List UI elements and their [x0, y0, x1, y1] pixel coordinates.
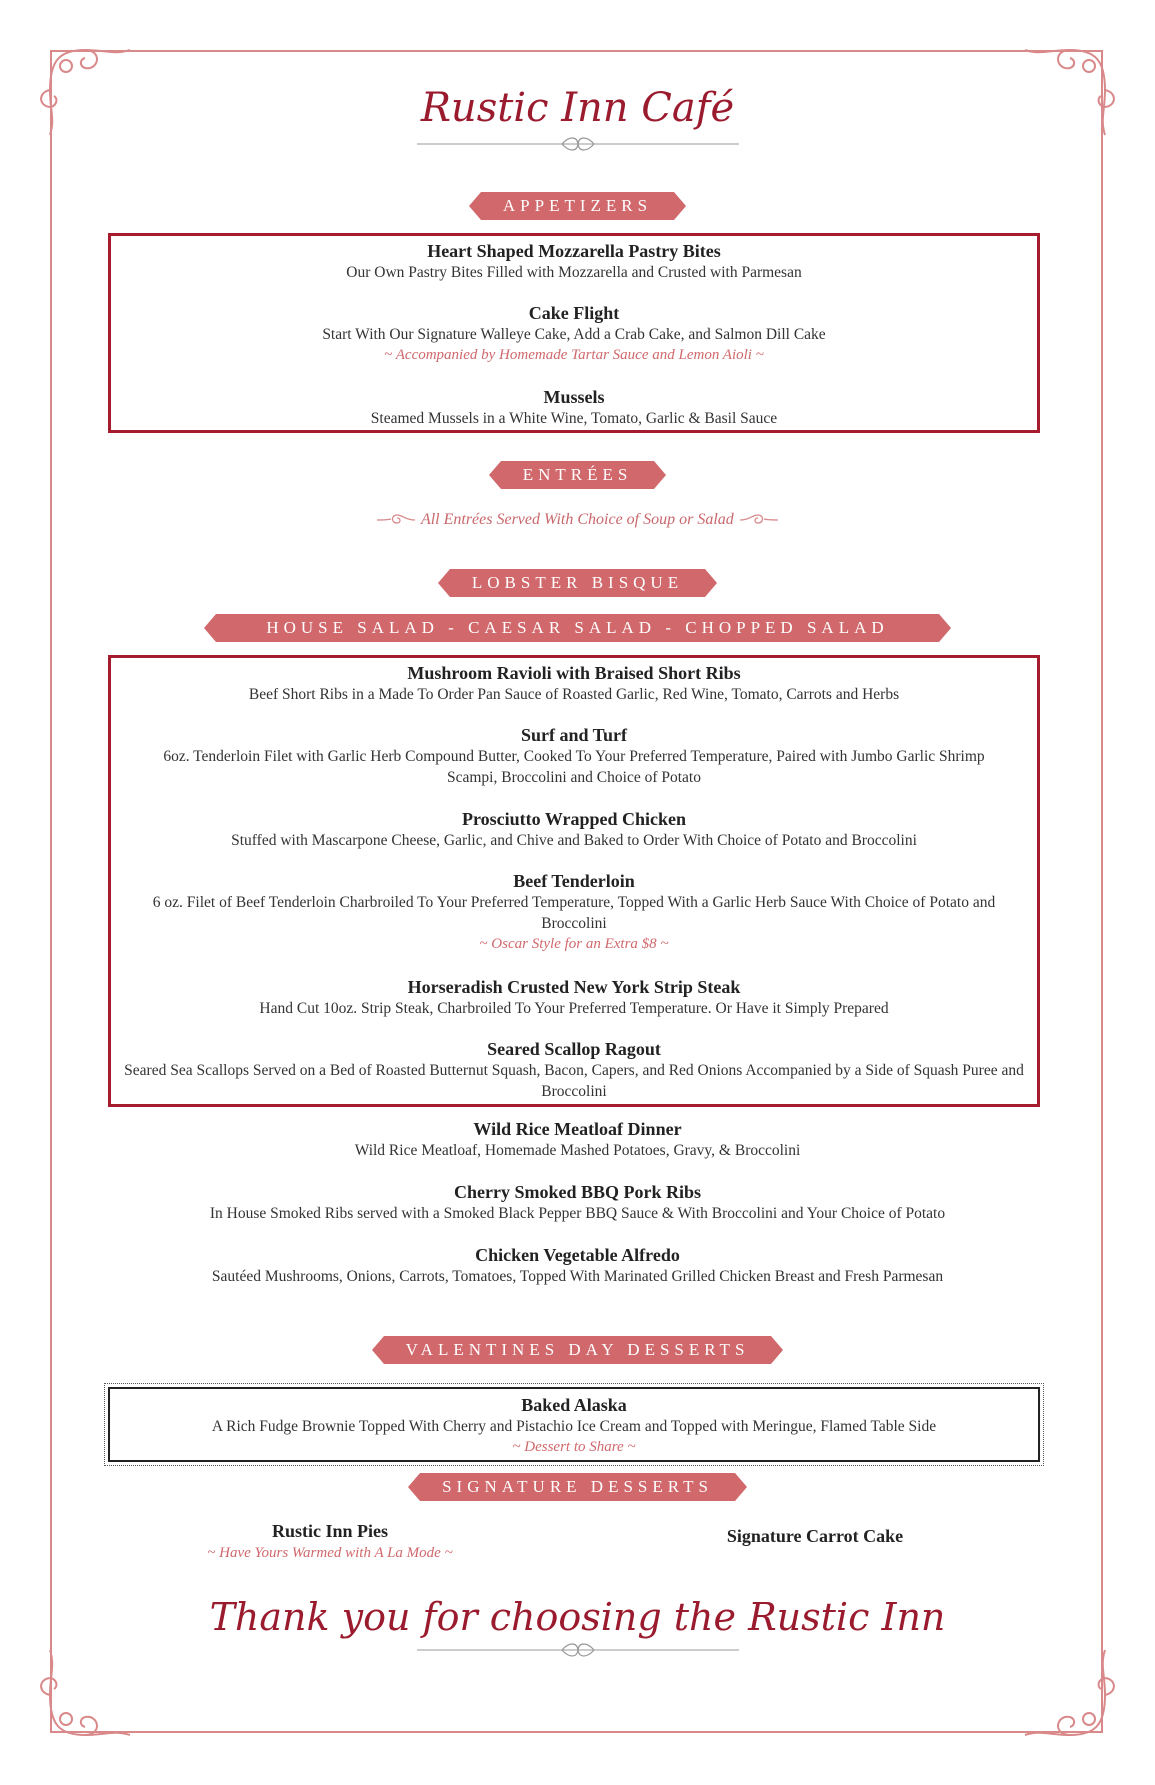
item-name: Cake Flight	[528, 303, 620, 323]
item-description: A Rich Fudge Brownie Topped With Cherry and Pistachio Ice Cream and Topped with Meringue, Flamed Table Side	[211, 1418, 937, 1435]
item-name: Baked Alaska	[521, 1395, 627, 1415]
item-description: Beef Short Ribs in a Made To Order Pan Sauce of Roasted Garlic, Red Wine, Tomato, Carrots and Herbs	[248, 686, 900, 703]
item-name: Horseradish Crusted New York Strip Steak	[407, 977, 741, 997]
soup-heading: LOBSTER BISQUE	[450, 569, 705, 597]
menu-item	[111, 240, 1037, 283]
item-note: ~ Oscar Style for an Extra $8 ~	[479, 936, 669, 952]
appetizers-banner	[0, 192, 1155, 220]
item-name: Cherry Smoked BBQ Pork Ribs	[453, 1182, 702, 1202]
item-note: ~ Accompanied by Homemade Tartar Sauce and Lemon Aioli ~	[384, 347, 764, 363]
item-name: Heart Shaped Mozzarella Pastry Bites	[427, 241, 721, 261]
menu-item	[111, 870, 1037, 955]
corner-flourish-icon	[30, 1645, 140, 1755]
valentines-banner	[0, 1336, 1155, 1364]
salads-heading: HOUSE SALAD - CAESAR SALAD - CHOPPED SALAD	[216, 614, 938, 642]
item-name: Signature Carrot Cake	[726, 1526, 904, 1546]
ornament-divider-icon	[417, 1640, 739, 1660]
item-name: Rustic Inn Pies	[271, 1521, 388, 1541]
entree-note: All Entrées Served With Choice of Soup or Salad	[420, 511, 734, 528]
menu-item	[111, 1038, 1037, 1102]
corner-flourish-icon	[1015, 1645, 1125, 1755]
item-name: Chicken Vegetable Alfredo	[475, 1245, 680, 1265]
menu-item	[665, 1525, 965, 1547]
valentines-box	[108, 1387, 1040, 1462]
menu-item	[111, 386, 1037, 429]
item-name: Wild Rice Meatloaf Dinner	[473, 1119, 682, 1139]
item-description: Start With Our Signature Walleye Cake, Add a Crab Cake, and Salmon Dill Cake	[322, 326, 826, 343]
menu-item	[111, 808, 1037, 851]
item-description: Seared Sea Scallops Served on a Bed of Roasted Butternut Squash, Bacon, Capers, and Red Onions Accompanied by a Side of Squash Puree and Broccolini	[124, 1062, 1024, 1100]
salads-banner	[0, 614, 1155, 642]
item-description: Our Own Pastry Bites Filled with Mozzarella and Crusted with Parmesan	[346, 264, 802, 281]
menu-item	[111, 662, 1037, 705]
signature-heading: SIGNATURE DESSERTS	[420, 1473, 735, 1501]
valentines-heading: VALENTINES DAY DESSERTS	[384, 1336, 772, 1364]
item-note: ~ Have Yours Warmed with A La Mode ~	[207, 1545, 453, 1561]
item-description: 6oz. Tenderloin Filet with Garlic Herb Compound Butter, Cooked To Your Preferred Temperature, Paired with Jumbo Garlic Shrimp Scampi, Broccolini and Choice of Potato	[163, 748, 985, 786]
ornament-divider-icon	[417, 134, 739, 154]
item-description: Sautéed Mushrooms, Onions, Carrots, Tomatoes, Topped With Marinated Grilled Chicken Breast and Fresh Parmesan	[211, 1268, 944, 1285]
item-name: Surf and Turf	[520, 725, 628, 745]
item-description: Stuffed with Mascarpone Cheese, Garlic, and Chive and Baked to Order With Choice of Potato and Broccolini	[231, 832, 917, 849]
item-description: In House Smoked Ribs served with a Smoked Black Pepper BBQ Sauce & With Broccolini and Your Choice of Potato	[209, 1205, 946, 1222]
menu-item	[110, 1394, 1038, 1458]
item-name: Mushroom Ravioli with Braised Short Ribs	[407, 663, 741, 683]
menu-item	[111, 302, 1037, 366]
appetizers-heading: APPETIZERS	[481, 192, 674, 220]
swirl-left-icon	[375, 513, 417, 527]
menu-item	[180, 1520, 480, 1564]
soup-banner	[0, 569, 1155, 597]
signature-banner	[0, 1473, 1155, 1501]
featured-entrees-box	[108, 655, 1040, 1107]
item-description: Wild Rice Meatloaf, Homemade Mashed Potatoes, Gravy, & Broccolini	[354, 1142, 801, 1159]
appetizers-box	[108, 233, 1040, 433]
menu-item	[111, 976, 1037, 1019]
entrees-heading: ENTRÉES	[501, 461, 655, 489]
item-description: Hand Cut 10oz. Strip Steak, Charbroiled To Your Preferred Temperature. Or Have it Simply Prepared	[259, 1000, 889, 1017]
item-name: Prosciutto Wrapped Chicken	[461, 809, 687, 829]
entrees-banner	[0, 461, 1155, 489]
thank-you-message: Thank you for choosing the Rustic Inn	[209, 1595, 946, 1639]
menu-item	[0, 1244, 1155, 1287]
swirl-right-icon	[738, 513, 780, 527]
item-name: Mussels	[543, 387, 605, 407]
restaurant-title: Rustic Inn Café	[420, 85, 735, 131]
item-description: 6 oz. Filet of Beef Tenderloin Charbroiled To Your Preferred Temperature, Topped With a Garlic Herb Sauce With Choice of Potato and Broccolini	[152, 894, 996, 932]
item-description: Steamed Mussels in a White Wine, Tomato, Garlic & Basil Sauce	[370, 410, 778, 427]
item-note: ~ Dessert to Share ~	[512, 1439, 636, 1455]
item-name: Seared Scallop Ragout	[487, 1039, 661, 1059]
menu-item	[111, 724, 1037, 788]
menu-item	[0, 1181, 1155, 1224]
entree-note-line	[0, 511, 1155, 529]
item-name: Beef Tenderloin	[513, 871, 635, 891]
menu-item	[0, 1118, 1155, 1161]
